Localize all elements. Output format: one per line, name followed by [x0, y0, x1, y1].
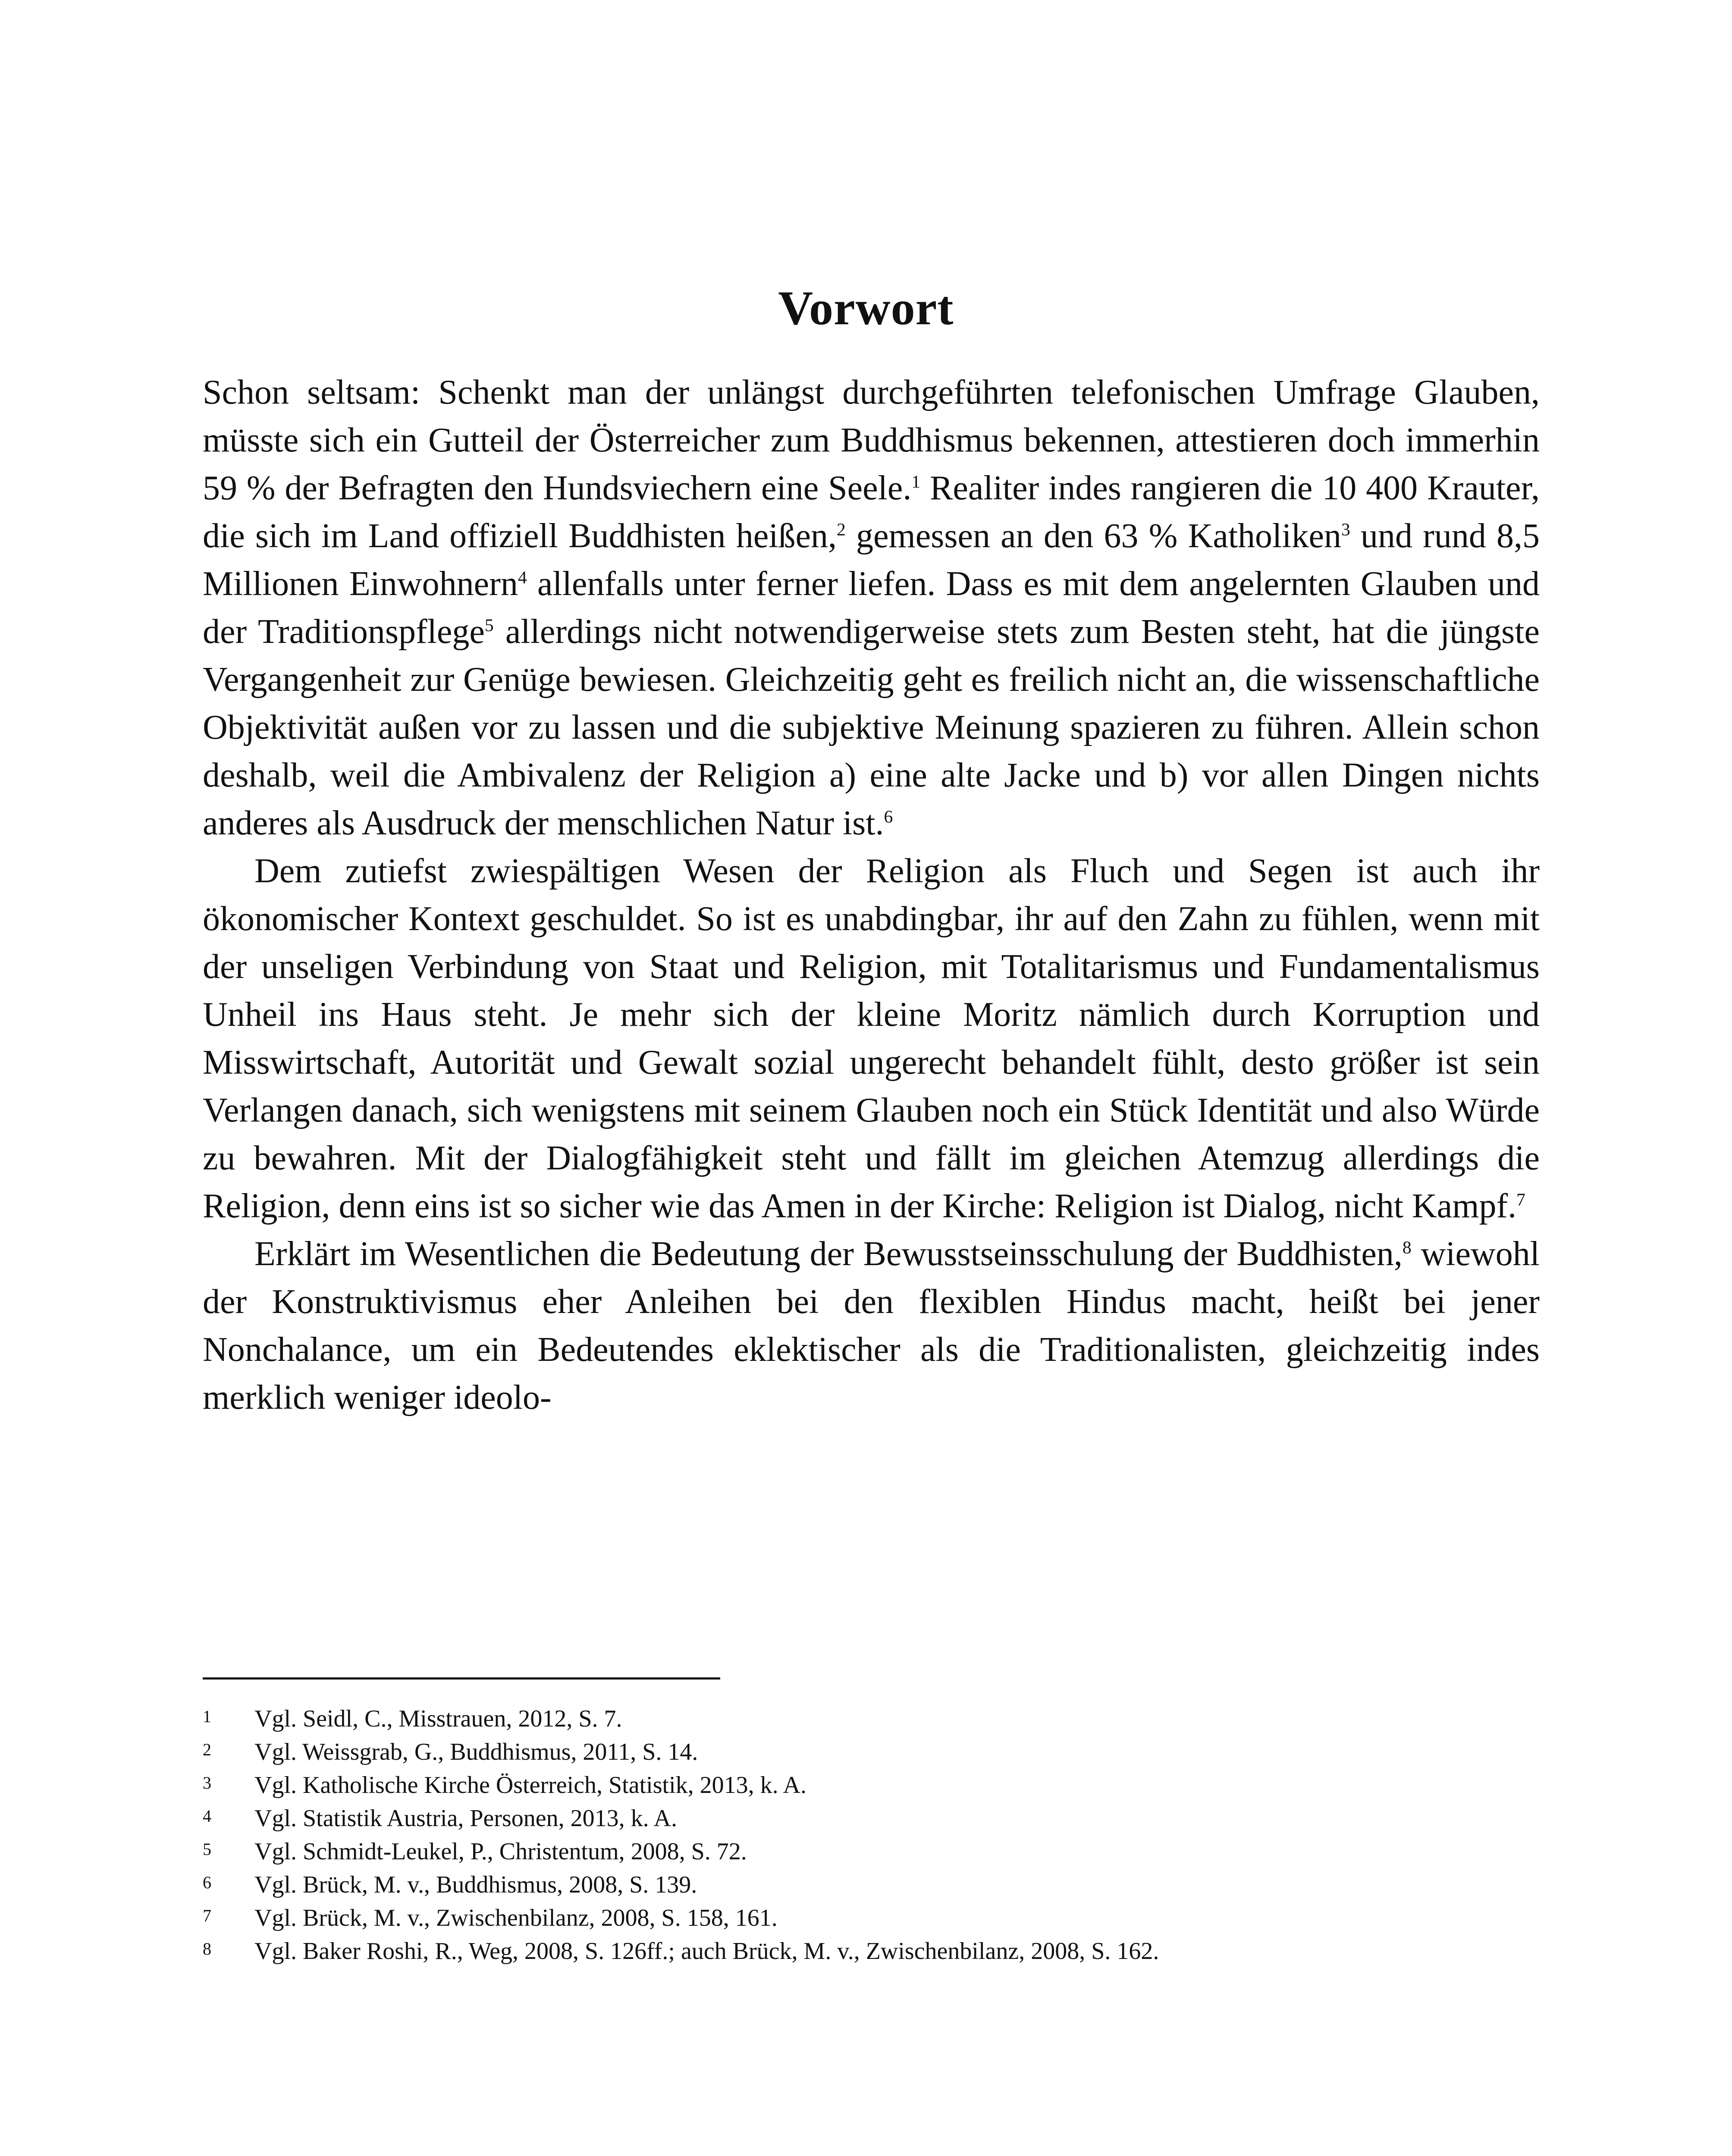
footnote-ref: 5	[484, 615, 494, 635]
footnote-separator	[203, 1677, 720, 1680]
footnote-number: 4	[203, 1806, 211, 1826]
footnote-ref: 1	[911, 471, 921, 492]
footnote	[203, 1836, 1540, 1869]
footnote	[203, 1869, 1540, 1902]
paragraph-text: Realiter indes rangieren die 10 400 Krauter, die sich im Land offiziell Buddhisten heißen,	[203, 469, 1540, 555]
paragraph-text: gemessen an den 63 % Katholiken	[845, 517, 1342, 555]
paragraph-text: Erklärt im Wesentlichen die Bedeutung der Bewusstseinsschulung der Buddhisten,	[254, 1235, 1403, 1273]
footnote	[203, 1936, 1540, 1969]
footnote-number: 6	[203, 1873, 211, 1892]
footnote	[203, 1736, 1540, 1770]
page-title: Vorwort	[778, 282, 954, 335]
footnote-text: Vgl. Brück, M. v., Buddhismus, 2008, S. 139.	[254, 1871, 697, 1898]
footnote-number: 5	[203, 1839, 211, 1859]
paragraph-text: wiewohl der Konstruktivismus eher Anleihen bei den flexiblen Hindus macht, heißt bei jener Nonchalance, um ein Bedeutendes eklektischer als die Traditionalisten, gleichzeitig indes merklich weniger ideolo-	[203, 1235, 1540, 1416]
footnote-number: 2	[203, 1740, 211, 1759]
footnote-ref: 8	[1402, 1237, 1412, 1257]
footnote-text: Vgl. Baker Roshi, R., Weg, 2008, S. 126ff.; auch Brück, M. v., Zwischenbilanz, 2008, S. 162.	[254, 1938, 1159, 1965]
footnote-text: Vgl. Schmidt-Leukel, P., Christentum, 2008, S. 72.	[254, 1838, 747, 1865]
footnote-text: Vgl. Seidl, C., Misstrauen, 2012, S. 7.	[254, 1705, 622, 1732]
paragraph	[203, 847, 1540, 1230]
footnote-ref: 4	[518, 567, 527, 587]
footnote-ref: 2	[836, 519, 846, 539]
footnote-text: Vgl. Weissgrab, G., Buddhismus, 2011, S. 14.	[254, 1739, 698, 1765]
paragraph-text: allenfalls unter ferner liefen. Dass es mit dem angelernten Glauben und der Traditionspflege	[203, 565, 1540, 651]
paragraph-text: Dem zutiefst zwiespältigen Wesen der Religion als Fluch und Segen ist auch ihr ökonomischer Kontext geschuldet. So ist es unabdingbar, ihr auf den Zahn zu fühlen, wenn mit der unseligen Verbindung von Staat und Religion, mit Totalitarismus und Fundamentalismus Unheil ins Haus steht. Je mehr sich der kleine Moritz nämlich durch Korruption und Misswirtschaft, Autorität und Gewalt sozial ungerecht behandelt fühlt, desto größer ist sein Verlangen danach, sich wenigstens mit seinem Glauben noch ein Stück Identität und also Würde zu bewahren. Mit der Dialogfähigkeit steht und fällt im gleichen Atemzug allerdings die Religion, denn eins ist so sicher wie das Amen in der Kirche: Religion ist Dialog, nicht Kampf.	[203, 852, 1540, 1225]
paragraph	[203, 369, 1540, 847]
footnote-number: 7	[203, 1906, 211, 1925]
footnote	[203, 1803, 1540, 1836]
footnote-ref: 7	[1516, 1189, 1525, 1210]
footnote-ref: 6	[884, 806, 893, 827]
footnote-number: 1	[203, 1707, 211, 1726]
paragraph	[203, 1230, 1540, 1422]
footnote-number: 3	[203, 1773, 211, 1792]
footnote-text: Vgl. Statistik Austria, Personen, 2013, k. A.	[254, 1805, 677, 1832]
paragraph-text: allerdings nicht notwendigerweise stets zum Besten steht, hat die jüngste Vergangenheit zur Genüge bewiesen. Gleichzeitig geht es freilich nicht an, die wissenschaftliche Objektivität außen vor zu lassen und die subjektive Meinung spazieren zu führen. Allein schon deshalb, weil die Ambivalenz der Religion a) eine alte Jacke und b) vor allen Dingen nichts anderes als Ausdruck der menschlichen Natur ist.	[203, 613, 1540, 842]
footnote	[203, 1902, 1540, 1936]
body-text	[203, 369, 1540, 1422]
paragraph-text: und rund 8,5 Millionen Einwohnern	[203, 517, 1540, 603]
footnote-text: Vgl. Katholische Kirche Österreich, Statistik, 2013, k. A.	[254, 1772, 806, 1799]
footnote-number: 8	[203, 1939, 211, 1959]
footnote	[203, 1770, 1540, 1803]
footnotes	[203, 1703, 1540, 1969]
footnote-text: Vgl. Brück, M. v., Zwischenbilanz, 2008, S. 158, 161.	[254, 1905, 778, 1931]
footnote	[203, 1703, 1540, 1736]
paragraph-text: Schon seltsam: Schenkt man der unlängst durchgeführten telefonischen Umfrage Glauben, müsste sich ein Gutteil der Österreicher zum Buddhismus bekennen, attestieren doch immerhin 59 % der Befragten den Hundsviechern eine Seele.	[203, 373, 1540, 507]
footnote-ref: 3	[1341, 519, 1350, 539]
